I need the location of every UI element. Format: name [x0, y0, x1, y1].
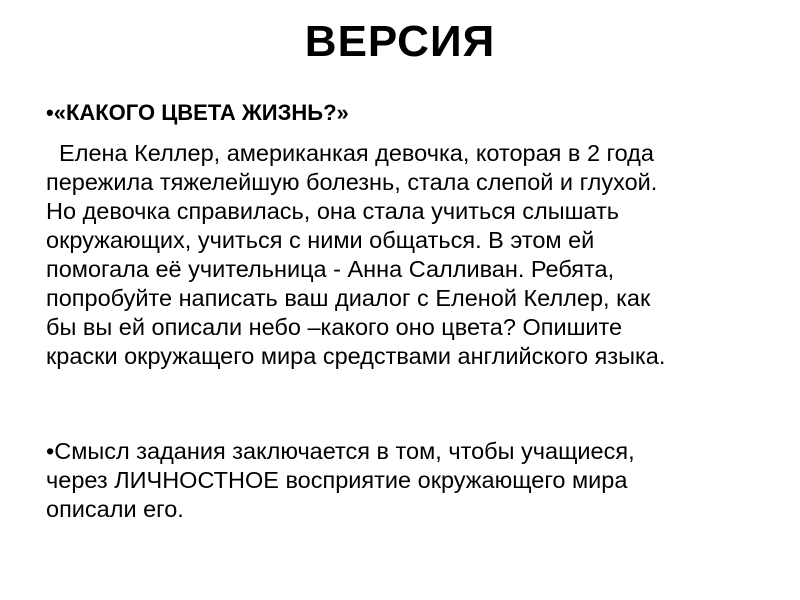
body-line: краски окружащего мира средствами английского языка.: [46, 343, 666, 369]
body-line: пережила тяжелейшую болезнь, стала слепой и глухой.: [46, 169, 658, 195]
bullet-item-1-heading: [46, 98, 776, 128]
bullet-item-2: [46, 437, 776, 524]
bullet-marker: •: [46, 100, 54, 125]
body-line: бы вы ей описали небо –какого оно цвета? Опишите: [46, 314, 623, 340]
bullet-item-1-body: [46, 139, 776, 371]
body-line: окружающих, учиться с ними общаться. В этом ей: [46, 227, 595, 253]
body-line: Но девочка справилась, она стала учиться слышать: [46, 198, 619, 224]
body-line: помогала её учительница - Анна Салливан. Ребята,: [46, 256, 615, 282]
body-line: Елена Келлер, американкая девочка, которая в 2 года: [46, 140, 654, 166]
heading-text: «КАКОГО ЦВЕТА ЖИЗНЬ?»: [53, 100, 349, 125]
bullet-marker: •: [46, 438, 55, 464]
slide-title: ВЕРСИЯ: [304, 17, 496, 66]
body-line: Смысл задания заключается в том, чтобы учащиеся,: [54, 438, 635, 464]
body-line-with-bullet: [46, 437, 776, 466]
body-line: через ЛИЧНОСТНОЕ восприятие окружающего мира: [46, 467, 628, 493]
body-line: описали его.: [46, 496, 184, 522]
body-line: попробуйте написать ваш диалог с Еленой Келлер, как: [46, 285, 651, 311]
